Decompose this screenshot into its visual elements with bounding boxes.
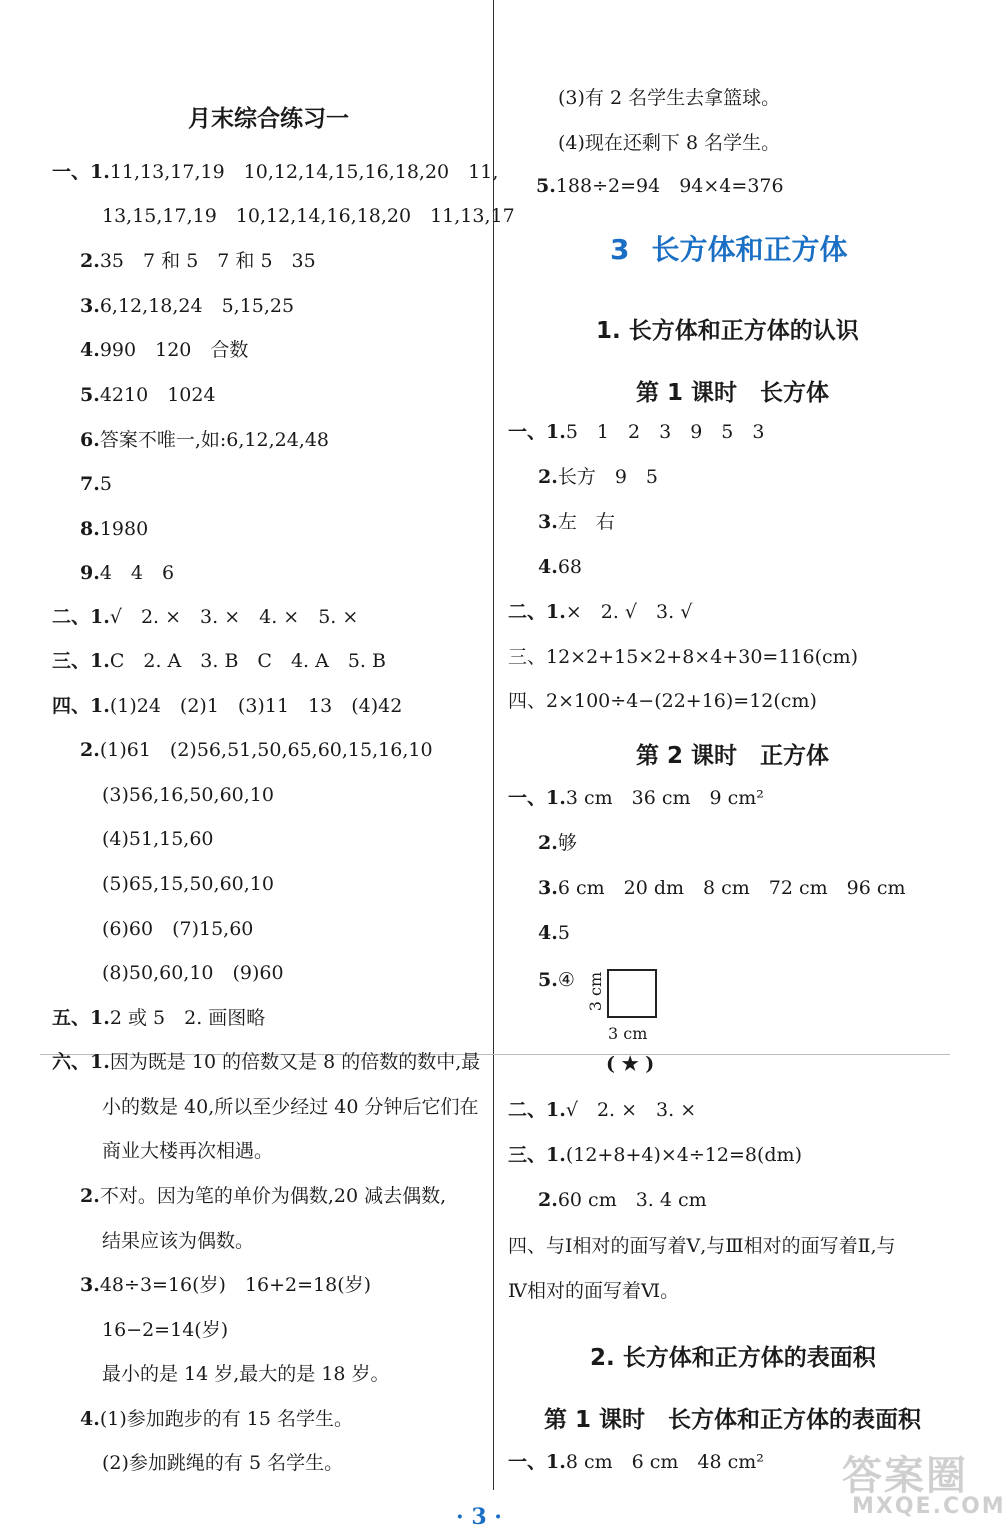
line-text: 商业大楼再次相遇。 xyxy=(102,1140,274,1162)
lesson-2-title: 第 2 课时 正方体 xyxy=(636,743,830,769)
answer-line xyxy=(538,555,582,579)
line-lead: 3. xyxy=(80,1274,100,1296)
line-text: 5 xyxy=(557,922,570,944)
line-text: 6,12,18,24 5,15,25 xyxy=(99,295,295,317)
answer-line xyxy=(52,160,498,184)
line-text: 答案不唯一,如:6,12,24,48 xyxy=(99,429,330,451)
answer-line xyxy=(538,831,577,855)
line-lead: 4. xyxy=(80,1408,100,1430)
line-text: (2)参加跳绳的有 5 名学生。 xyxy=(102,1452,344,1474)
answer-line xyxy=(52,1006,265,1030)
answer-line xyxy=(538,1188,707,1212)
answer-line xyxy=(102,872,274,896)
lesson-1-title: 第 1 课时 长方体 xyxy=(636,380,830,406)
answer-line xyxy=(52,605,358,629)
line-text: (12+8+4)×4÷12=8(dm) xyxy=(565,1144,802,1166)
line-text: 68 xyxy=(557,556,583,578)
line-lead: 7. xyxy=(80,473,100,495)
watermark-text: 答案圈 xyxy=(842,1453,968,1499)
line-text: 够 xyxy=(557,832,577,854)
line-lead: 2. xyxy=(538,832,558,854)
line-lead: 4. xyxy=(80,339,100,361)
answer-line xyxy=(80,561,174,585)
line-text: (4)51,15,60 xyxy=(102,828,214,850)
line-lead: 一、1. xyxy=(52,161,110,183)
section-2-title: 2. 长方体和正方体的表面积 xyxy=(590,1345,876,1371)
line-text: 4210 1024 xyxy=(99,384,216,406)
line-lead: 2. xyxy=(538,466,558,488)
line-lead: 三、1. xyxy=(508,1144,566,1166)
q5-line xyxy=(538,968,575,992)
section-1-title: 1. 长方体和正方体的认识 xyxy=(596,318,859,344)
line-text: 5 1 2 3 9 5 3 xyxy=(565,421,765,443)
answer-line xyxy=(80,249,316,273)
answer-line xyxy=(80,1273,371,1297)
line-text: 四、与Ⅰ相对的面写着Ⅴ,与Ⅲ相对的面写着Ⅱ,与 xyxy=(508,1235,896,1257)
line-lead: 四、1. xyxy=(52,695,110,717)
answer-line xyxy=(536,174,784,198)
line-lead: 3. xyxy=(80,295,100,317)
answer-line xyxy=(52,1050,480,1074)
line-text: 四、2×100÷4−(22+16)=12(cm) xyxy=(508,690,817,712)
q5-lead: 5. xyxy=(538,969,558,991)
line-text: 左 右 xyxy=(557,511,615,533)
watermark-url: MXQE.COM xyxy=(852,1494,1006,1519)
line-text: × 2. √ 3. √ xyxy=(565,601,693,623)
left-title: 月末综合练习一 xyxy=(188,106,349,132)
line-text: (1)参加跑步的有 15 名学生。 xyxy=(99,1408,354,1430)
line-text: 因为既是 10 的倍数又是 8 的倍数的数中,最 xyxy=(109,1051,481,1073)
line-lead: 6. xyxy=(80,429,100,451)
line-lead: 五、1. xyxy=(52,1007,110,1029)
line-lead: 2. xyxy=(80,739,100,761)
line-text: 2 或 5 2. 画图略 xyxy=(109,1007,266,1029)
line-text: √ 2. × 3. × xyxy=(565,1099,697,1121)
answer-line xyxy=(102,1229,254,1253)
line-text: C 2. A 3. B C 4. A 5. B xyxy=(109,650,386,672)
answer-line xyxy=(508,1279,679,1303)
line-text: 小的数是 40,所以至少经过 40 分钟后它们在 xyxy=(102,1096,479,1118)
line-text: 48÷3=16(岁) 16+2=18(岁) xyxy=(99,1274,372,1296)
line-lead: 4. xyxy=(538,556,558,578)
line-text: 结果应该为偶数。 xyxy=(102,1230,255,1252)
line-text: 6 cm 20 dm 8 cm 72 cm 96 cm xyxy=(557,877,906,899)
line-text: 13,15,17,19 10,12,14,16,18,20 11,13,17 xyxy=(102,205,515,227)
line-lead: 三、1. xyxy=(52,650,110,672)
line-lead: 3. xyxy=(538,511,558,533)
answer-line xyxy=(102,917,253,941)
answer-line xyxy=(508,1143,802,1167)
line-text: (8)50,60,10 (9)60 xyxy=(102,962,284,984)
star-label: ( ★ ) xyxy=(606,1053,655,1075)
answer-line xyxy=(538,465,658,489)
answer-line xyxy=(80,338,248,362)
line-text: (3)有 2 名学生去拿篮球。 xyxy=(558,87,781,109)
answer-line xyxy=(102,1095,479,1119)
answer-line xyxy=(538,921,570,945)
answer-line xyxy=(52,649,386,673)
answer-line xyxy=(508,645,858,669)
answer-line xyxy=(80,294,294,318)
line-lead: 二、1. xyxy=(508,1099,566,1121)
line-text: 11,13,17,19 10,12,14,15,16,18,20 11, xyxy=(109,161,499,183)
square-side-label: 3 cm xyxy=(586,971,606,1012)
square-figure xyxy=(607,969,657,1018)
answer-line xyxy=(52,694,402,718)
line-text: 35 7 和 5 7 和 5 35 xyxy=(99,250,316,272)
line-text: 60 cm 3. 4 cm xyxy=(557,1189,707,1211)
chapter-title: 长方体和正方体 xyxy=(651,233,848,266)
line-text: 1980 xyxy=(99,518,149,540)
q5-answer: ④ xyxy=(557,969,575,991)
line-text: 不对。因为笔的单价为偶数,20 减去偶数, xyxy=(99,1185,447,1207)
answer-line xyxy=(80,428,329,452)
watermark-logo xyxy=(842,1444,1006,1526)
square-bottom-label: 3 cm xyxy=(608,1024,648,1043)
line-text: 三、12×2+15×2+8×4+30=116(cm) xyxy=(508,646,859,668)
answer-line xyxy=(80,1184,446,1208)
line-text: 5 xyxy=(99,473,112,495)
answer-line xyxy=(102,827,214,851)
answer-line xyxy=(102,783,274,807)
line-lead: 2. xyxy=(80,1185,100,1207)
line-text: (1)24 (2)1 (3)11 13 (4)42 xyxy=(109,695,403,717)
line-text: (4)现在还剩下 8 名学生。 xyxy=(558,132,781,154)
line-text: (3)56,16,50,60,10 xyxy=(102,784,274,806)
answer-line xyxy=(558,131,780,155)
line-text: 最小的是 14 岁,最大的是 18 岁。 xyxy=(102,1363,390,1385)
line-text: (1)61 (2)56,51,50,65,60,15,16,10 xyxy=(99,739,433,761)
line-lead: 9. xyxy=(80,562,100,584)
answer-line xyxy=(102,1362,390,1386)
chapter-heading xyxy=(610,228,848,268)
answer-line xyxy=(102,1139,273,1163)
line-lead: 2. xyxy=(538,1189,558,1211)
answer-line xyxy=(508,786,764,810)
answer-line xyxy=(102,204,515,228)
line-text: (5)65,15,50,60,10 xyxy=(102,873,274,895)
answer-line xyxy=(538,510,615,534)
answer-line xyxy=(508,1234,896,1258)
line-lead: 5. xyxy=(536,175,556,197)
answer-line xyxy=(538,876,906,900)
answer-line xyxy=(508,420,764,444)
line-text: 990 120 合数 xyxy=(99,339,249,361)
lesson-3-title: 第 1 课时 长方体和正方体的表面积 xyxy=(544,1407,922,1433)
line-lead: 2. xyxy=(80,250,100,272)
line-text: 4 4 6 xyxy=(99,562,175,584)
line-lead: 8. xyxy=(80,518,100,540)
answer-line xyxy=(508,1098,696,1122)
chapter-number: 3 xyxy=(610,233,630,266)
answer-line xyxy=(80,738,433,762)
line-lead: 二、1. xyxy=(52,606,110,628)
answer-line xyxy=(102,1318,228,1342)
line-lead: 二、1. xyxy=(508,601,566,623)
line-text: 16−2=14(岁) xyxy=(102,1319,229,1341)
line-lead: 3. xyxy=(538,877,558,899)
line-lead: 4. xyxy=(538,922,558,944)
answer-line xyxy=(80,383,216,407)
line-text: 长方 9 5 xyxy=(557,466,659,488)
answer-line xyxy=(102,1451,343,1475)
answer-line xyxy=(508,689,817,713)
line-text: Ⅳ相对的面写着Ⅵ。 xyxy=(508,1280,680,1302)
answer-line xyxy=(80,517,148,541)
line-text: (6)60 (7)15,60 xyxy=(102,918,254,940)
line-lead: 5. xyxy=(80,384,100,406)
line-lead: 一、1. xyxy=(508,1451,566,1473)
line-lead: 一、1. xyxy=(508,421,566,443)
line-text: 8 cm 6 cm 48 cm² xyxy=(565,1451,764,1473)
answer-line xyxy=(80,472,112,496)
page-number: · 3 · xyxy=(456,1504,502,1530)
line-text: √ 2. × 3. × 4. × 5. × xyxy=(109,606,359,628)
line-text: 3 cm 36 cm 9 cm² xyxy=(565,787,764,809)
answer-line xyxy=(102,961,284,985)
answer-line xyxy=(508,1450,764,1474)
answer-line xyxy=(80,1407,353,1431)
line-lead: 一、1. xyxy=(508,787,566,809)
line-lead: 六、1. xyxy=(52,1051,110,1073)
answer-line xyxy=(558,86,780,110)
answer-line xyxy=(508,600,692,624)
line-text: 188÷2=94 94×4=376 xyxy=(555,175,784,197)
